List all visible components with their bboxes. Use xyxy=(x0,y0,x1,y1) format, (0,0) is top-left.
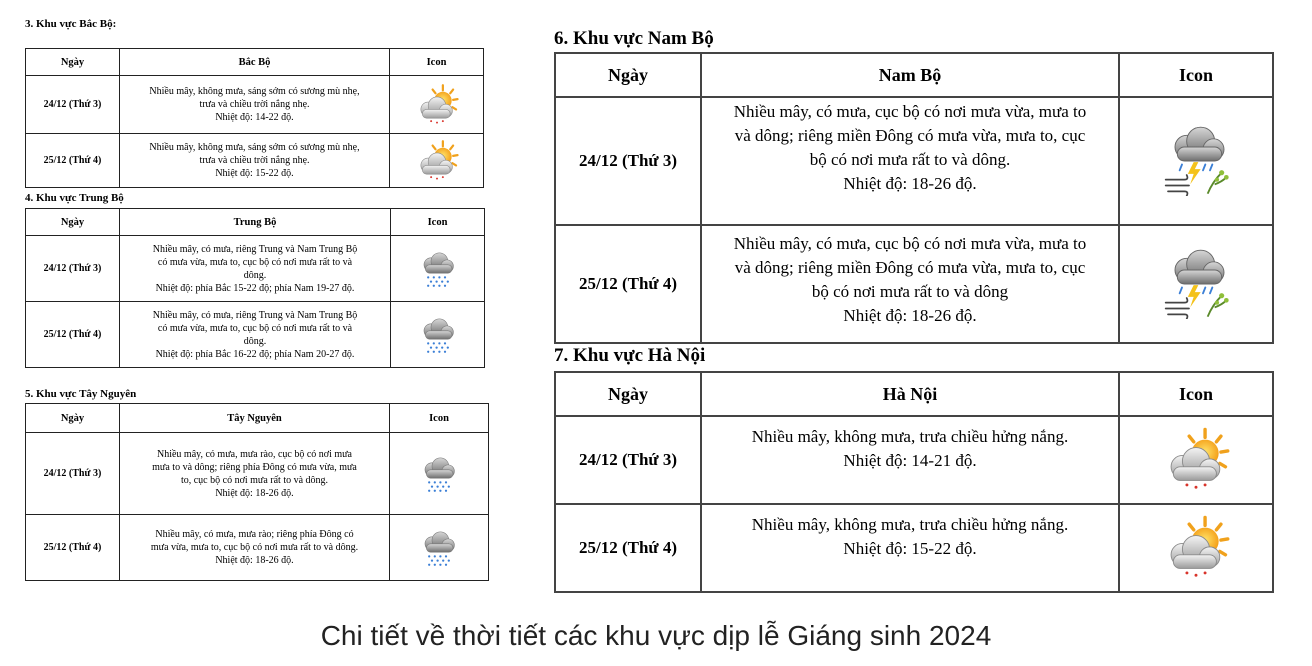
header-region: Nam Bộ xyxy=(701,53,1119,97)
table-row xyxy=(26,302,485,368)
header-date: Ngày xyxy=(555,372,701,416)
desc-line: Nhiều mây, có mưa, cục bộ có nơi mưa vừa, mưa to xyxy=(733,234,1087,253)
header-icon: Icon xyxy=(1119,372,1273,416)
icon-cell xyxy=(1119,97,1273,225)
desc-line: Nhiều mây, không mưa, sáng sớm có sương mù nhẹ, xyxy=(149,86,360,97)
desc-line: dông. xyxy=(243,269,267,281)
table-header-row xyxy=(555,372,1273,416)
partly-sunny-icon xyxy=(415,139,459,183)
date-cell: 24/12 (Thứ 3) xyxy=(555,416,701,504)
desc-line: Nhiệt độ: phía Bắc 16-22 độ; phía Nam 20-27 độ. xyxy=(155,348,355,360)
desc-line: Nhiều mây, không mưa, sáng sớm có sương mù nhẹ, xyxy=(149,142,360,153)
icon-cell xyxy=(1119,504,1273,592)
table-header-row xyxy=(26,209,485,236)
desc-line: Nhiều mây, có mưa, cục bộ có nơi mưa vừa, mưa to xyxy=(733,102,1087,121)
forecast-table xyxy=(25,403,489,581)
header-icon: Icon xyxy=(390,404,489,433)
icon-cell xyxy=(391,302,485,368)
partly-sunny-icon xyxy=(1162,514,1230,582)
section-title: 7. Khu vực Hà Nội xyxy=(554,345,706,366)
description-cell xyxy=(120,134,390,188)
date-cell: 24/12 (Thứ 3) xyxy=(555,97,701,225)
desc-line: trưa và chiều trời nắng nhẹ. xyxy=(199,155,310,166)
desc-line: Nhiệt độ: phía Bắc 15-22 độ; phía Nam 19-27 độ. xyxy=(155,282,355,294)
table-row xyxy=(26,76,484,134)
rain-icon xyxy=(418,453,460,495)
table-header-row xyxy=(26,404,489,433)
header-date: Ngày xyxy=(26,209,120,236)
date-cell: 24/12 (Thứ 3) xyxy=(26,76,120,134)
header-region: Tây Nguyên xyxy=(120,404,390,433)
header-date: Ngày xyxy=(26,49,120,76)
description-cell xyxy=(120,515,390,581)
desc-line: bộ có nơi mưa rất to và dông. xyxy=(809,150,1011,169)
header-icon: Icon xyxy=(391,209,485,236)
header-region: Bắc Bộ xyxy=(120,49,390,76)
desc-line: trưa và chiều trời nắng nhẹ. xyxy=(199,99,310,110)
desc-line: dông. xyxy=(243,335,267,347)
desc-line: Nhiệt độ: 14-22 độ. xyxy=(215,112,294,123)
forecast-table xyxy=(554,52,1274,344)
icon-cell xyxy=(390,515,489,581)
table-row xyxy=(555,97,1273,225)
icon-cell xyxy=(390,433,489,515)
header-icon: Icon xyxy=(1119,53,1273,97)
icon-cell xyxy=(390,76,484,134)
header-region: Hà Nội xyxy=(701,372,1119,416)
header-date: Ngày xyxy=(555,53,701,97)
rain-icon xyxy=(417,248,459,290)
desc-line: Nhiều mây, có mưa, riêng Trung và Nam Trung Bộ xyxy=(152,243,358,255)
desc-line: Nhiều mây, không mưa, trưa chiều hửng nắng. xyxy=(751,515,1069,534)
date-cell: 25/12 (Thứ 4) xyxy=(26,134,120,188)
icon-cell xyxy=(390,134,484,188)
description-cell xyxy=(701,97,1119,225)
date-cell: 25/12 (Thứ 4) xyxy=(555,225,701,343)
section-title: 3. Khu vực Bắc Bộ: xyxy=(25,18,117,30)
desc-line: và dông; riêng miền Đông có mưa vừa, mưa to, cục xyxy=(734,258,1086,277)
description-cell xyxy=(120,76,390,134)
thunderstorm-wind-icon xyxy=(1161,126,1231,196)
desc-line: to, cục bộ có nơi mưa rất to và dông. xyxy=(180,474,329,486)
icon-cell xyxy=(391,236,485,302)
desc-line: mưa vừa, mưa to, cục bộ có nơi mưa rất to và dông. xyxy=(150,542,359,553)
desc-line: Nhiệt độ: 18-26 độ. xyxy=(215,487,294,499)
desc-line: Nhiệt độ: 15-22 độ. xyxy=(843,539,977,558)
table-row xyxy=(26,134,484,188)
partly-sunny-icon xyxy=(1162,426,1230,494)
description-cell xyxy=(120,433,390,515)
table-row xyxy=(555,416,1273,504)
desc-line: Nhiệt độ: 18-26 độ. xyxy=(843,174,977,193)
section-title: 6. Khu vực Nam Bộ xyxy=(554,28,714,49)
section-title: 5. Khu vực Tây Nguyên xyxy=(25,388,137,400)
rain-icon xyxy=(417,314,459,356)
date-cell: 24/12 (Thứ 3) xyxy=(26,433,120,515)
header-date: Ngày xyxy=(26,404,120,433)
date-cell: 25/12 (Thứ 4) xyxy=(26,302,120,368)
desc-line: mưa to và dông; riêng phía Đông có mưa vừa, mưa xyxy=(152,461,357,473)
desc-line: bộ có nơi mưa rất to và dông xyxy=(811,282,1009,301)
header-icon: Icon xyxy=(390,49,484,76)
forecast-table xyxy=(25,48,484,188)
desc-line: Nhiệt độ: 15-22 độ. xyxy=(215,168,294,179)
section-title: 4. Khu vực Trung Bộ xyxy=(25,192,124,204)
desc-line: Nhiều mây, có mưa, riêng Trung và Nam Trung Bộ xyxy=(152,309,358,321)
image-caption: Chi tiết về thời tiết các khu vực dịp lễ Giáng sinh 2024 xyxy=(320,620,992,651)
partly-sunny-icon xyxy=(415,83,459,127)
table-row xyxy=(555,504,1273,592)
table-row xyxy=(555,225,1273,343)
thunderstorm-wind-icon xyxy=(1161,249,1231,319)
desc-line: Nhiệt độ: 14-21 độ. xyxy=(843,451,977,470)
desc-line: Nhiệt độ: 18-26 độ. xyxy=(215,555,294,566)
date-cell: 25/12 (Thứ 4) xyxy=(555,504,701,592)
forecast-table xyxy=(554,371,1274,593)
desc-line: Nhiệt độ: 18-26 độ. xyxy=(843,306,977,325)
table-header-row xyxy=(555,53,1273,97)
icon-cell xyxy=(1119,416,1273,504)
table-header-row xyxy=(26,49,484,76)
table-row xyxy=(26,236,485,302)
date-cell: 25/12 (Thứ 4) xyxy=(26,515,120,581)
rain-icon xyxy=(418,527,460,569)
desc-line: có mưa vừa, mưa to, cục bộ có nơi mưa rất to và xyxy=(157,256,353,268)
desc-line: và dông; riêng miền Đông có mưa vừa, mưa to, cục xyxy=(734,126,1086,145)
description-cell xyxy=(120,236,391,302)
table-row xyxy=(26,433,489,515)
forecast-table xyxy=(25,208,485,368)
icon-cell xyxy=(1119,225,1273,343)
table-row xyxy=(26,515,489,581)
desc-line: Nhiều mây, có mưa, mưa rào; riêng phía Đông có xyxy=(155,529,354,540)
desc-line: Nhiều mây, có mưa, mưa rào, cục bộ có nơi mưa xyxy=(156,448,352,460)
description-cell xyxy=(701,504,1119,592)
description-cell xyxy=(701,416,1119,504)
description-cell xyxy=(120,302,391,368)
date-cell: 24/12 (Thứ 3) xyxy=(26,236,120,302)
desc-line: có mưa vừa, mưa to, cục bộ có nơi mưa rất to và xyxy=(157,322,353,334)
desc-line: Nhiều mây, không mưa, trưa chiều hửng nắng. xyxy=(751,427,1069,446)
description-cell xyxy=(701,225,1119,343)
header-region: Trung Bộ xyxy=(120,209,391,236)
